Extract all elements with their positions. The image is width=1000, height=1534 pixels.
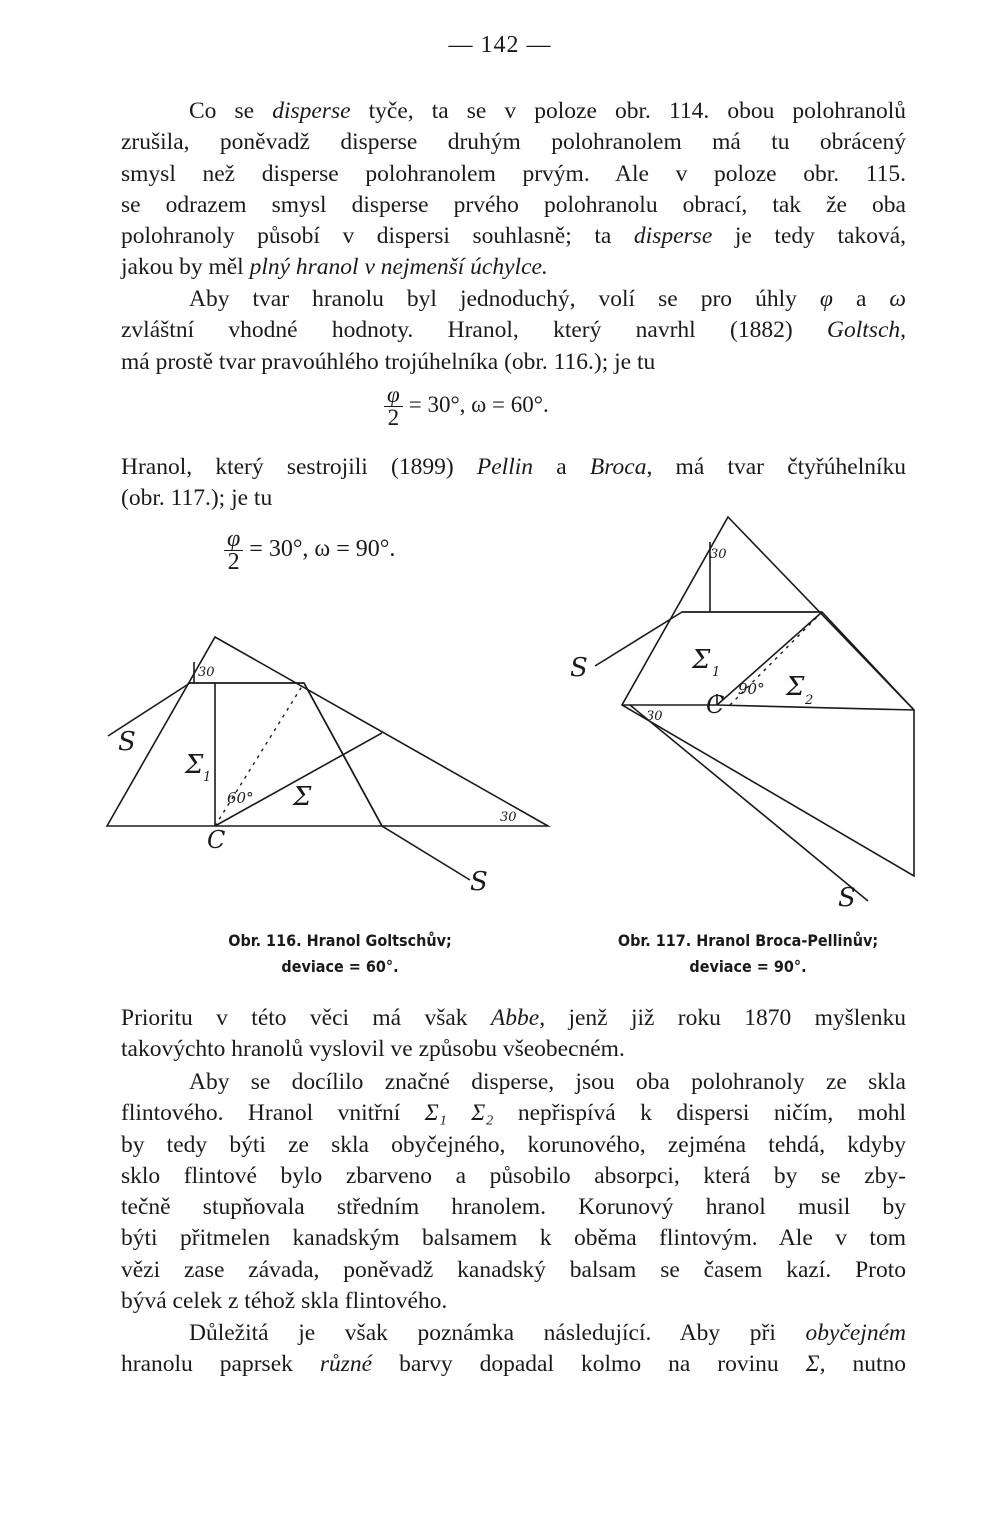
fig117-prism-outline (622, 517, 914, 876)
fig117-caption-line-1: Obr. 117. Hranol Broca-Pellinův; (617, 931, 879, 950)
p1-line-2: zrušila, poněvadž disperse druhým polohranolem má tu obrácený (121, 129, 906, 156)
paragraph-6 (121, 1318, 906, 1381)
figure-116-caption (160, 928, 520, 980)
p5-line-6: býti přitmelen kanadským balsamem k oběma flintovým. Ale v tom (121, 1225, 906, 1252)
p6-line-2: hranolu paprsek různé barvy dopadal kolmo na rovinu Σ, nutno (121, 1351, 906, 1378)
p3-line-1: Hranol, který sestrojili (1899) Pellin a Broca, má tvar čtyřúhelníku (121, 454, 906, 480)
p6-line-1: Důležitá je však poznámka následující. Aby při obyčejném (189, 1320, 906, 1346)
paragraph-4 (121, 1003, 906, 1066)
fig117-label-sigma1: Σ (692, 645, 711, 675)
fig117-inner-diagonal (717, 612, 822, 705)
fig117-right-face (717, 705, 914, 710)
p5-line-8: bývá celek z téhož skla flintového. (121, 1288, 448, 1315)
p5-line-5: tečně stupňovala středním hranolem. Korunový hranol musil by (121, 1194, 906, 1221)
figure-117-caption (568, 928, 928, 980)
p5-line-4: sklo flintové bylo zbarveno a působilo absorpci, která by se zby- (121, 1162, 906, 1189)
fig117-label-c: C (706, 691, 725, 719)
fig116-label-30-top: 30 (198, 665, 215, 680)
fig116-label-sigma: Σ (293, 782, 312, 812)
fig116-label-s-left: S (118, 727, 136, 757)
fig116-label-s-right: S (470, 867, 488, 897)
equation-2-fraction: $\frac{\varphi}{2}$ (224, 528, 243, 573)
p1-line-1: Co se disperse tyče, ta se v poloze obr. 114. obou polohranolů (189, 98, 906, 124)
p1-line-3: smysl než disperse polohranolem prvým. Ale v poloze obr. 115. (121, 160, 906, 187)
p5-line-7: vězi zase závada, poněvadž kanadský balsam se časem kazí. Proto (121, 1256, 906, 1283)
p1-line-5: polohranoly působí v dispersi souhlasně; ta disperse je tedy taková, (121, 223, 907, 250)
equation-2: $\frac{\varphi}{2}$ = 30°, ω = 90°. (224, 528, 395, 573)
fig117-label-s-left: S (570, 653, 588, 683)
fig117-label-90: 90° (738, 680, 765, 698)
equation-1-fraction: $\frac{\varphi}{2}$ (384, 384, 403, 429)
fig116-caption-line-2: deviace = 60°. (281, 957, 399, 976)
fig117-label-30-top: 30 (710, 547, 727, 562)
p1-line-6: jakou by měl plný hranol v nejmenší úchylce. (121, 254, 548, 281)
fig116-label-sigma1-sub: 1 (203, 770, 212, 785)
fig117-caption-line-2: deviace = 90°. (689, 957, 807, 976)
fig116-label-sigma1: Σ (185, 750, 204, 780)
p2-line-3: má prostě tvar pravoúhlého trojúhelníka (obr. 116.); je tu (121, 348, 656, 375)
fig116-label-30-right: 30 (500, 810, 517, 825)
fig116-caption-line-1: Obr. 116. Hranol Goltschův; (228, 931, 452, 950)
p4-line-1: Prioritu v této věci má však Abbe, jenž již roku 1870 myšlenku (121, 1005, 906, 1031)
p1-line-4: se odrazem smysl disperse prvého polohranolu obrací, tak že oba (121, 191, 906, 218)
fig117-label-30-left: 30 (646, 709, 663, 724)
fig117-label-s-bottom: S (838, 883, 856, 913)
fig116-label-c: C (207, 826, 226, 854)
p3-line-2: (obr. 117.); je tu (121, 485, 273, 512)
p2-line-2: zvláštní vhodné hodnoty. Hranol, který navrhl (1882) Goltsch, (121, 317, 906, 344)
fig117-label-sigma2: Σ (786, 672, 805, 702)
fig116-label-60: 60° (227, 789, 254, 807)
p4-line-2: takovýchto hranolů vyslovil ve způsobu všeobecném. (121, 1036, 625, 1063)
p5-line-2: flintového. Hranol vnitřní Σ₁ Σ₂ nepřispívá k dispersi ničím, mohl (121, 1100, 906, 1127)
equation-1: $\frac{\varphi}{2}$ = 30°, ω = 60°. (384, 384, 549, 429)
fig117-label-sigma2-sub: 2 (805, 693, 814, 708)
p5-line-3: by tedy býti ze skla obyčejného, korunového, zejména tehdá, kdyby (121, 1131, 906, 1158)
fig117-label-sigma1-sub: 1 (712, 665, 721, 680)
page-number: — 142 — (448, 32, 552, 58)
p2-line-1: Aby tvar hranolu byl jednoduchý, volí se pro úhly φ a ω (189, 286, 906, 312)
fig117-light-ray-lower (630, 705, 868, 901)
p5-line-1: Aby se docílilo značné disperse, jsou oba polohranoly ze skla (189, 1069, 906, 1095)
paragraph-5 (121, 1067, 906, 1317)
